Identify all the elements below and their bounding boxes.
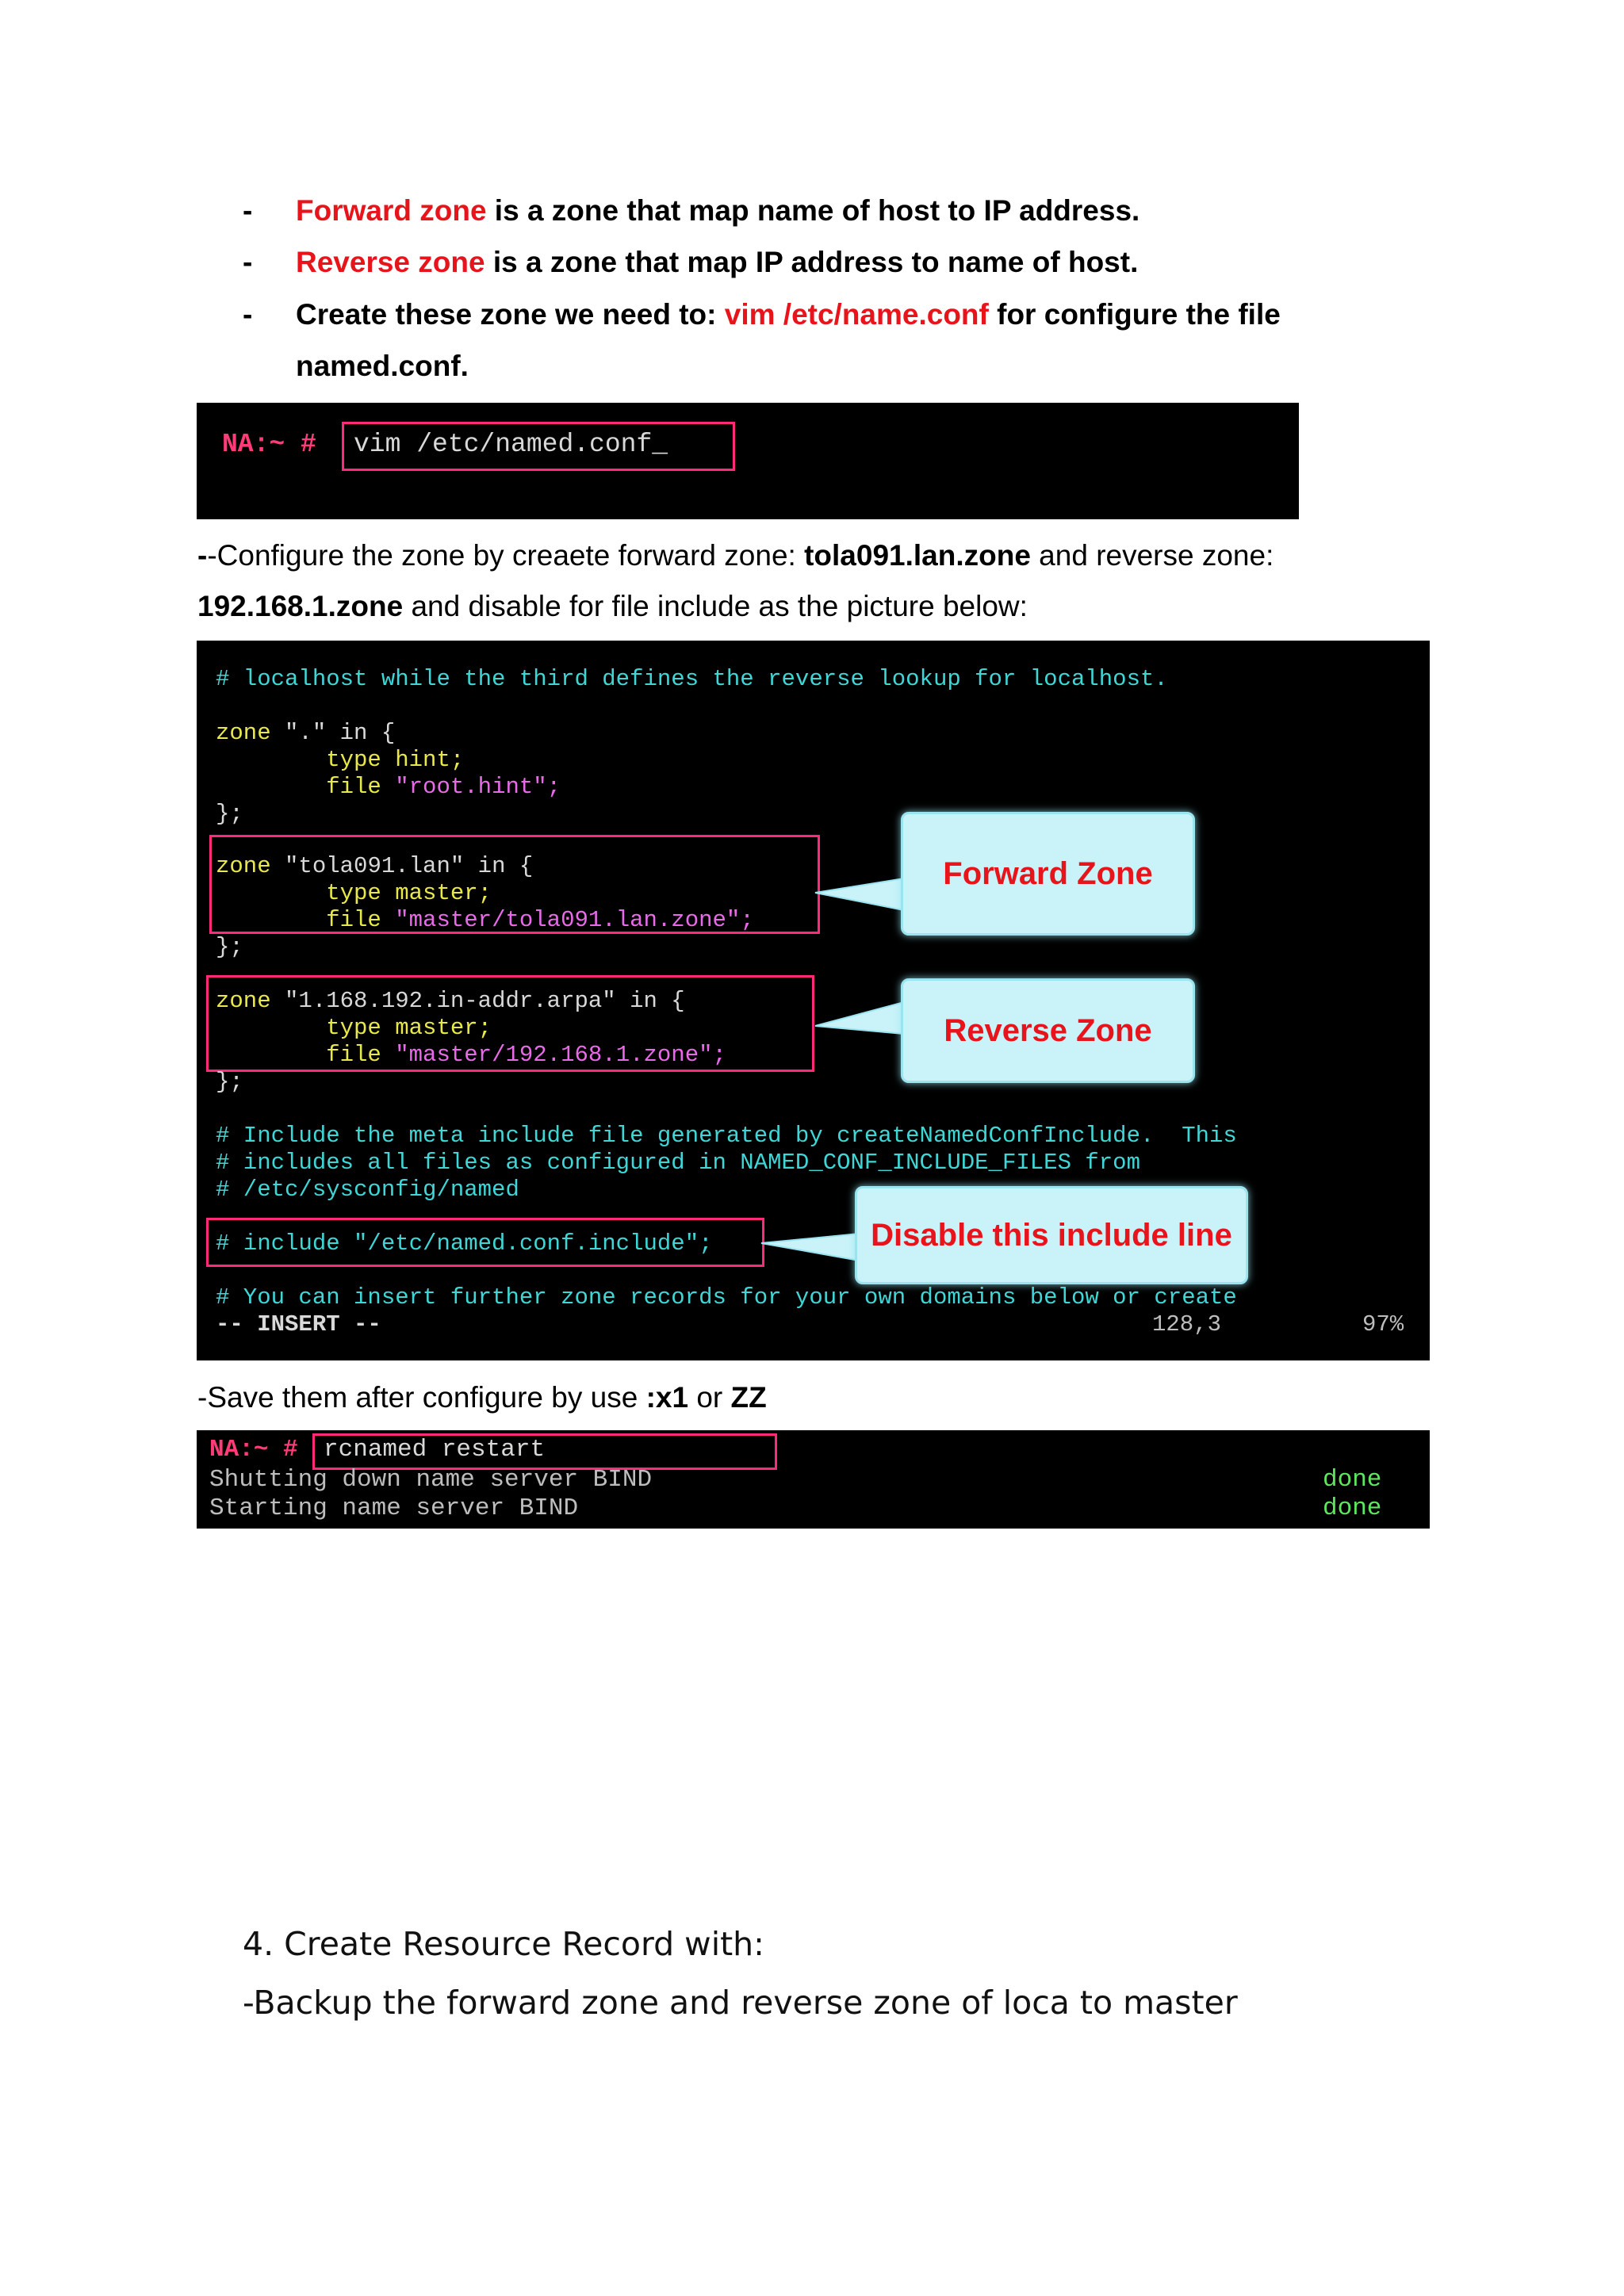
vim-cursor-position: 128,3 [1152, 1311, 1222, 1337]
bullet-dash: - [243, 194, 253, 227]
callout-reverse-zone: Reverse Zone [901, 978, 1195, 1083]
code-line: file "master/192.168.1.zone"; [216, 1042, 726, 1068]
para1-line2-b: and disable for file include as the picture below: [403, 590, 1028, 622]
disable-pointer [761, 1234, 860, 1261]
code-line: # Include the meta include file generated by createNamedConfInclude. This [216, 1123, 1237, 1149]
code-line: zone "." in { [216, 720, 396, 746]
shutdown-status: done [1323, 1466, 1382, 1494]
configure-paragraph-line1 [197, 539, 1274, 572]
para-dash: - [197, 539, 208, 572]
vim-mode-indicator: -- INSERT -- [216, 1311, 381, 1337]
code-line: }; [216, 934, 243, 960]
code-line: }; [216, 801, 243, 827]
code-line: # includes all files as configured in NAMED_CONF_INCLUDE_FILES from [216, 1150, 1140, 1176]
callout-disable-include: Disable this include line [855, 1186, 1248, 1284]
step-4-heading: 4. Create Resource Record with: [243, 1925, 764, 1963]
code-line: type master; [216, 1015, 492, 1041]
bullet-forward-zone [296, 194, 1139, 228]
code-line: file "root.hint"; [216, 774, 561, 800]
save-or: or [688, 1381, 731, 1414]
shutdown-message: Shutting down name server BIND [209, 1466, 653, 1494]
reverse-zone-desc: is a zone that map IP address to name of host. [485, 246, 1139, 278]
reverse-zone-term: Reverse zone [296, 246, 485, 278]
save-command-zz: ZZ [730, 1381, 767, 1414]
terminal-rcnamed-restart [197, 1430, 1430, 1529]
create-zone-rest: for configure the file [988, 298, 1281, 331]
save-command-x1: :x1 [645, 1381, 689, 1414]
code-line: # /etc/sysconfig/named [216, 1177, 519, 1203]
code-line: # You can insert further zone records for your own domains below or create [216, 1284, 1237, 1311]
terminal-command: vim /etc/named.conf_ [354, 430, 668, 459]
start-status: done [1323, 1494, 1382, 1522]
bullet-reverse-zone [296, 246, 1138, 279]
configure-paragraph-line2 [197, 590, 1028, 623]
forward-pointer [815, 878, 904, 910]
code-line: zone "tola091.lan" in { [216, 853, 534, 879]
bullet-create-zone-cont: named.conf. [296, 350, 469, 382]
save-text: -Save them after configure by use [197, 1381, 646, 1414]
para1-c: and reverse zone: [1030, 539, 1274, 572]
code-line: # localhost while the third defines the reverse lookup for localhost. [216, 666, 1168, 692]
bullet-dash: - [243, 298, 253, 331]
callout-forward-zone: Forward Zone [901, 812, 1195, 936]
reverse-zone-file: 192.168.1.zone [197, 590, 404, 622]
reverse-pointer [815, 1002, 904, 1034]
terminal-prompt: NA:~ # [222, 430, 316, 459]
step-4-instruction: -Backup the forward zone and reverse zone of loca to master [243, 1984, 1238, 2022]
bullet-create-zone [296, 298, 1281, 331]
code-line: file "master/tola091.lan.zone"; [216, 907, 754, 933]
terminal-vim-command [197, 403, 1299, 519]
vim-command-text: vim /etc/name.conf [724, 298, 989, 331]
forward-zone-file: tola091.lan.zone [804, 539, 1031, 572]
code-line: }; [216, 1069, 243, 1095]
bullet-dash: - [243, 246, 253, 278]
para1-a: -Configure the zone by creaete forward zone: [207, 539, 805, 572]
code-line: type hint; [216, 747, 465, 773]
create-zone-pre: Create these zone we need to: [296, 298, 725, 331]
terminal-prompt: NA:~ # [209, 1436, 298, 1464]
save-instruction [197, 1381, 767, 1414]
code-line-include: # include "/etc/named.conf.include"; [216, 1230, 713, 1257]
vim-scroll-percent: 97% [1362, 1311, 1404, 1337]
code-line: type master; [216, 880, 492, 906]
code-line: zone "1.168.192.in-addr.arpa" in { [216, 988, 685, 1014]
forward-zone-term: Forward zone [296, 194, 487, 227]
start-message: Starting name server BIND [209, 1494, 579, 1522]
forward-zone-desc: is a zone that map name of host to IP address. [486, 194, 1140, 227]
terminal-command: rcnamed restart [324, 1436, 546, 1464]
terminal-named-conf [197, 641, 1430, 1360]
